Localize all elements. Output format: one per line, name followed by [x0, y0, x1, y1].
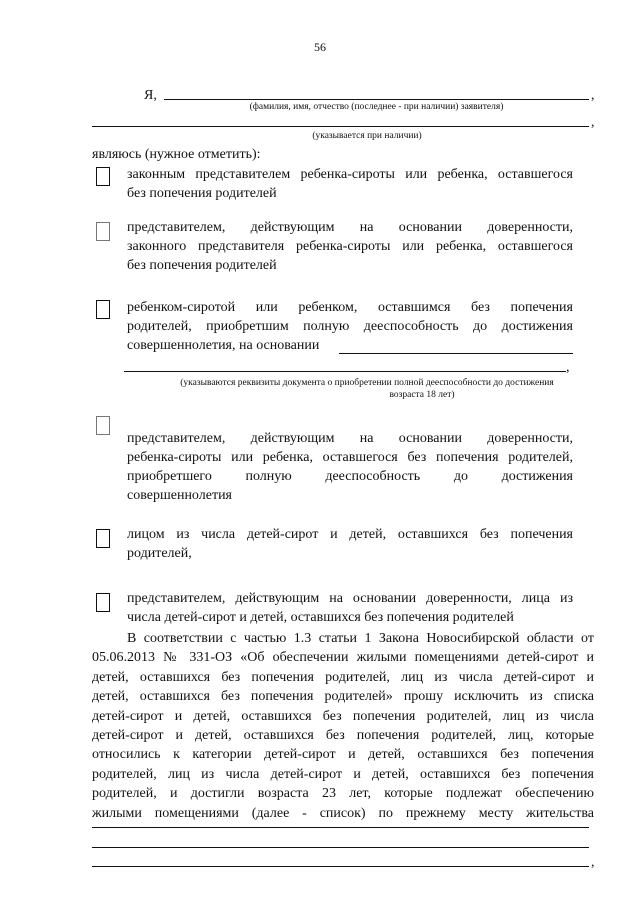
- body-line: родителей, и достигли возраста 23 лет, которые подлежат обеспечению: [92, 786, 594, 802]
- body-line: детей-сирот и детей, оставшихся без попечения родителей, лиц из числа: [92, 708, 594, 724]
- address-input-line-3[interactable]: [92, 866, 589, 867]
- body-line: В соответствии с частью 1.3 статьи 1 Закона Новосибирской области от: [127, 631, 594, 646]
- body-line: детей, оставшихся без попечения родителей, лиц из числа детей-сирот и: [92, 669, 594, 685]
- requisites-comma: ,: [566, 360, 570, 375]
- body-line: жилыми помещениями (далее - список) по прежнему месту жительства: [92, 805, 594, 821]
- request-paragraph: [92, 629, 594, 823]
- option-representative-of-orphan: [127, 429, 573, 505]
- option-line: приобретшего полную дееспособность до достижения: [127, 469, 573, 484]
- requisites-input-line[interactable]: [124, 371, 566, 372]
- page-number: 56: [314, 40, 326, 54]
- option-line: законным представителем ребенка-сироты или ребенка, оставшегося: [127, 167, 573, 182]
- address-input-line-1[interactable]: [92, 827, 589, 828]
- checkbox-representative-of-legal-rep[interactable]: [96, 222, 110, 241]
- option-line: лицом из числа детей-сирот и детей, оставшихся без попечения: [127, 527, 573, 542]
- address-input-line-2[interactable]: [92, 847, 589, 848]
- basis-input-line[interactable]: [339, 353, 573, 354]
- body-line: 05.06.2013 № 331-ОЗ «Об обеспечении жилыми помещениями детей-сирот и: [92, 650, 594, 666]
- body-line: детей-сирот и детей, оставшихся без попечения родителей, лиц, которые: [92, 728, 594, 744]
- option-line: совершеннолетия: [127, 488, 232, 503]
- option-representative-of-legal-rep: [127, 218, 573, 275]
- requisites-caption-line: (указываются реквизиты документа о приобретении полной дееспособности до достижения: [180, 378, 554, 388]
- address-comma: ,: [591, 855, 595, 870]
- checkbox-representative-of-person[interactable]: [96, 593, 110, 612]
- option-line: совершеннолетия, на основании: [127, 338, 320, 353]
- fio-input-line[interactable]: [164, 99, 589, 100]
- fio-caption: (фамилия, имя, отчество (последнее - при наличии) заявителя): [249, 102, 504, 112]
- optional-caption: (указывается при наличии): [312, 131, 422, 141]
- option-representative-of-person: [127, 589, 573, 627]
- optional-comma: ,: [591, 115, 595, 130]
- option-orphan-full-capacity: [127, 298, 573, 355]
- body-line: относились к категории детей-сирот и детей, оставшихся без попечения: [92, 747, 594, 763]
- option-line: родителей, приобретшим полную дееспособность до достижения: [127, 319, 573, 334]
- option-line: без попечения родителей: [127, 258, 277, 273]
- option-line: представителем, действующим на основании доверенности,: [127, 431, 573, 446]
- option-line: числа детей-сирот и детей, оставшихся без попечения родителей: [127, 610, 514, 625]
- optional-input-line[interactable]: [92, 126, 589, 127]
- checkbox-person-from-orphans[interactable]: [96, 529, 110, 548]
- option-line: законного представителя ребенка-сироты или ребенка, оставшегося: [127, 239, 573, 254]
- body-line: родителей, лиц из числа детей-сирот и детей, оставшихся без попечения: [92, 766, 594, 782]
- option-line: родителей,: [127, 546, 192, 561]
- requisites-caption-line: возраста 18 лет): [389, 390, 455, 400]
- checkbox-orphan-full-capacity[interactable]: [96, 300, 110, 319]
- option-line: представителем, действующим на основании доверенности,: [127, 220, 573, 235]
- option-line: без попечения родителей: [127, 186, 277, 201]
- ya-label: Я,: [144, 88, 157, 103]
- option-line: ребенка-сироты или ребенка, оставшегося без попечения родителей,: [127, 450, 573, 465]
- option-line: представителем, действующим на основании доверенности, лица из: [127, 591, 573, 606]
- option-legal-representative: [127, 165, 573, 203]
- fio-comma: ,: [591, 88, 595, 103]
- checkbox-legal-representative[interactable]: [96, 167, 110, 186]
- body-line: детей, оставшихся без попечения родителей» прошу исключить из списка: [92, 689, 594, 705]
- mark-prompt: являюсь (нужное отметить):: [92, 147, 261, 162]
- checkbox-representative-of-orphan[interactable]: [96, 416, 110, 435]
- option-person-from-orphans: [127, 525, 573, 563]
- option-line: ребенком-сиротой или ребенком, оставшимся без попечения: [127, 300, 573, 315]
- requisites-caption: [92, 377, 640, 401]
